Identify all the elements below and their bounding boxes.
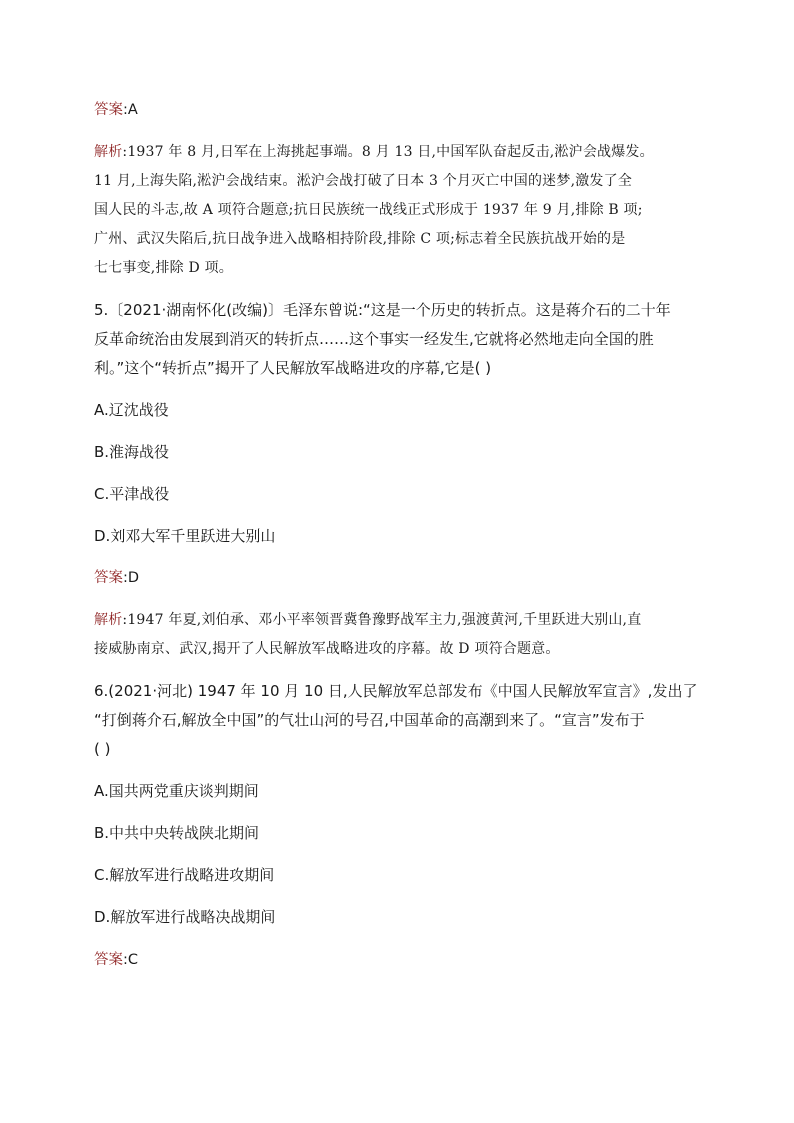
answer-value: :D [123, 570, 140, 586]
answer-value: :C [123, 952, 139, 968]
option-a: A.国共两党重庆谈判期间 [94, 782, 259, 800]
question-line: “打倒蒋介石,解放全中国”的气壮山河的号召,中国革命的高潮到来了。“宣言”发布于 [94, 711, 645, 729]
analysis-text: :1937 年 8 月,日军在上海挑起事端。8 月 13 日,中国军队奋起反击,淞沪会战爆发。 [122, 144, 654, 160]
option-a: A.辽沈战役 [94, 401, 169, 419]
answer-label: 答案 [94, 102, 123, 118]
analysis-line [94, 142, 714, 162]
analysis-line: 国人民的斗志,故 A 项符合题意;抗日民族统一战线正式形成于 1937 年 9 月,排除 B 项; [94, 202, 643, 218]
answer-label: 答案 [94, 952, 123, 968]
answer-value: :A [123, 102, 138, 118]
analysis-line [94, 610, 714, 630]
answer-line [94, 950, 714, 970]
analysis-line: 七七事变,排除 D 项。 [94, 260, 233, 276]
analysis-line: 11 月,上海失陷,淞沪会战结束。淞沪会战打破了日本 3 个月灭亡中国的迷梦,激发了全 [94, 173, 633, 189]
answer-label: 答案 [94, 570, 123, 586]
option-c: C.解放军进行战略进攻期间 [94, 866, 275, 884]
analysis-line: 接威胁南京、武汉,揭开了人民解放军战略进攻的序幕。故 D 项符合题意。 [94, 641, 560, 657]
answer-line [94, 568, 714, 588]
answer-line [94, 100, 714, 120]
question-line: 反革命统治由发展到消灭的转折点……这个事实一经发生,它就将必然地走向全国的胜 [94, 330, 654, 348]
question-line: ( ) [94, 740, 111, 758]
analysis-label: 解析 [94, 144, 123, 160]
question-line: 6.(2021·河北) 1947 年 10 月 10 日,人民解放军总部发布《中国人民解放军宣言》,发出了 [94, 682, 698, 700]
option-c: C.平津战役 [94, 485, 170, 503]
option-b: B.淮海战役 [94, 443, 170, 461]
question-line: 利。”这个“转折点”揭开了人民解放军战略进攻的序幕,它是( ) [94, 359, 492, 377]
question-line: 5.〔2021·湖南怀化(改编)〕毛泽东曾说:“这是一个历史的转折点。这是蒋介石的二十年 [94, 301, 671, 319]
option-d: D.刘邓大军千里跃进大别山 [94, 527, 276, 545]
option-d: D.解放军进行战略决战期间 [94, 908, 276, 926]
option-b: B.中共中央转战陕北期间 [94, 824, 260, 842]
analysis-text: :1947 年夏,刘伯承、邓小平率领晋冀鲁豫野战军主力,强渡黄河,千里跃进大别山,直 [122, 612, 642, 628]
analysis-line: 广州、武汉失陷后,抗日战争进入战略相持阶段,排除 C 项;标志着全民族抗战开始的是 [94, 231, 626, 247]
analysis-label: 解析 [94, 612, 123, 628]
